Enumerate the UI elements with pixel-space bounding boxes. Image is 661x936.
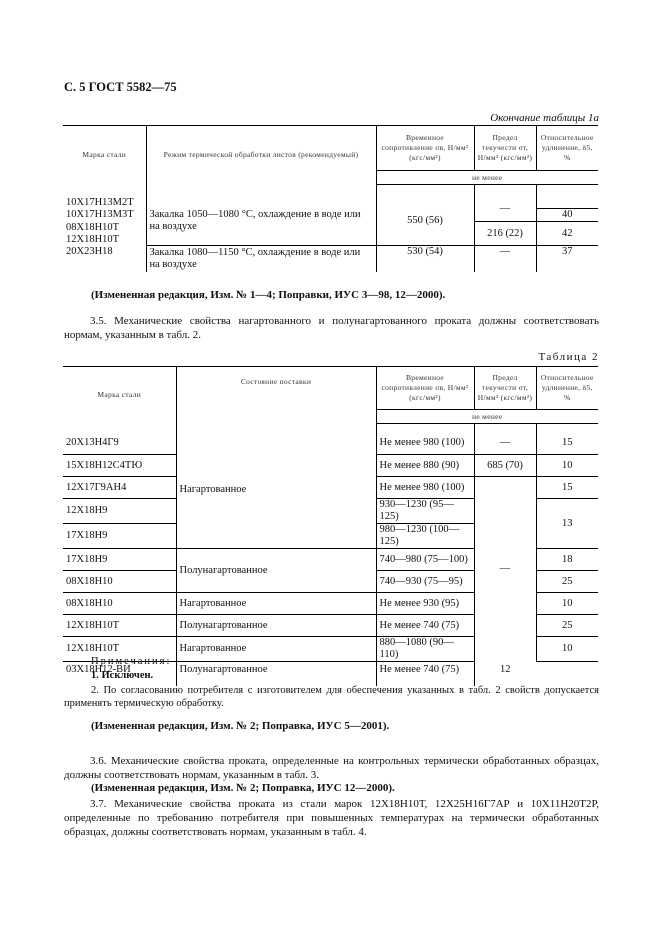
t2-head-yield: Предел текучести σт, Н/мм² (кгс/мм²) [474, 367, 536, 410]
table1-caption: Окончание таблицы 1а [490, 112, 599, 124]
note-2: 2. По согласованию потребителя с изготовителем для обеспечения указанных в табл. 2 свойств допускается применять термическую обработку. [64, 685, 599, 709]
t2-head-grade: Марка стали [63, 367, 176, 424]
t1-elong-2: 42 [536, 222, 598, 246]
t1-head-elongation: Относительное удлинение, δ5, % [536, 126, 598, 171]
t1-elong-1: 40 [536, 209, 598, 222]
t1-grade: 12Х18Н10Т [63, 234, 146, 246]
table-2 [63, 366, 598, 686]
t2-strength: Не менее 880 (90) [376, 455, 474, 477]
t2-head-elongation: Относительное удлинение, δ5, % [536, 367, 598, 410]
t1-head-mode: Режим термической обработки листов (рекомендуемый) [146, 126, 376, 185]
t2-state: Нагартованное [176, 593, 376, 615]
t1-grade: 10Х17Н13М2Т [63, 197, 146, 209]
page-header: С. 5 ГОСТ 5582—75 [64, 80, 177, 94]
t2-grade: 08Х18Н10 [63, 571, 176, 593]
notes-title: Примечания: [91, 656, 172, 667]
t1-strength-2: 530 (54) [376, 246, 474, 272]
t2-strength: Не менее 980 (100) [376, 477, 474, 499]
t1-grade: 10Х17Н13М3Т [63, 209, 146, 222]
paragraph-3-5: 3.5. Механические свойства нагартованного и полунагартованного проката должны соответствовать нормам, указанным в табл. 2. [64, 315, 599, 341]
t2-elong-4: 13 [536, 499, 598, 549]
t1-yield-2: 216 (22) [474, 222, 536, 246]
t2-strength: Не менее 740 (75) [376, 615, 474, 637]
t2-strength: Не менее 980 (100) [376, 433, 474, 455]
t1-head-strength: Временное сопротивление σв, Н/мм² (кгс/мм²) [376, 126, 474, 171]
t2-state: Полунагартованное [176, 615, 376, 637]
t2-strength: 880—1080 (90—110) [376, 637, 474, 662]
t1-head-yield: Предел текучести σт, Н/мм² (кгс/мм²) [474, 126, 536, 171]
t2-strength: 740—930 (75—95) [376, 571, 474, 593]
edition-note-3: (Измененная редакция, Изм. № 2; Поправка, ИУС 12—2000). [91, 782, 395, 794]
t2-head-strength: Временное сопротивление σв, Н/мм² (кгс/мм²) [376, 367, 474, 410]
t2-state-hard: Нагартованное [176, 433, 376, 549]
t2-yield-1: — [474, 433, 536, 455]
t2-elong: 10 [536, 637, 598, 662]
t2-grade: 08Х18Н10 [63, 593, 176, 615]
t2-grade: 12Х18Н9 [63, 499, 176, 524]
t1-grade: 08Х18Н10Т [63, 222, 146, 234]
t1-strength-1: 550 (56) [376, 197, 474, 246]
t2-head-state: Состояние поставки [176, 367, 376, 424]
t2-grade: 15Х18Н12С4ТЮ [63, 455, 176, 477]
t2-strength: 930—1230 (95—125) [376, 499, 474, 524]
t2-grade: 12Х17Г9АН4 [63, 477, 176, 499]
t2-state: Полунагартованное [176, 662, 376, 686]
t2-strength: Не менее 740 (75) [376, 662, 474, 686]
t2-elong-1: 15 [536, 433, 598, 455]
table2-caption: Таблица 2 [538, 351, 599, 363]
edition-note-1: (Измененная редакция, Изм. № 1—4; Поправки, ИУС 3—98, 12—2000). [91, 289, 446, 301]
t2-strength: Не менее 930 (95) [376, 593, 474, 615]
t1-yield-3: — [474, 246, 536, 272]
t2-yield-2: 685 (70) [474, 455, 536, 477]
t2-grade: 20Х13Н4Г9 [63, 433, 176, 455]
t1-elong-3: 37 [562, 246, 573, 257]
t2-yield-3: — [474, 477, 536, 662]
t2-elong-2: 10 [536, 455, 598, 477]
t2-strength: 980—1230 (100—125) [376, 524, 474, 549]
t2-grade: 12Х18Н10Т [63, 637, 176, 662]
t2-elong: 12 [500, 663, 511, 675]
t2-grade: 12Х18Н10Т [63, 615, 176, 637]
t2-grade: 03Х18Н12-ВИ [63, 662, 176, 686]
paragraph-3-7: 3.7. Механические свойства проката из стали марок 12Х18Н10Т, 12Х25Н16Г7АР и 10Х11Н20Т2Р, определенные по требованию потребителя при повышенных температурах на термически обработанных образцах, должны соответствовать нормам, указанным в табл. 4. [64, 798, 599, 838]
t2-strength: 740—980 (75—100) [376, 549, 474, 571]
t2-state: Нагартованное [176, 637, 376, 662]
t1-head-not-less: не менее [376, 171, 598, 185]
t1-mode-2: Закалка 1080—1150 °С, охлаждение в воде или на воздухе [146, 246, 376, 272]
t1-head-grade: Марка стали [63, 126, 146, 185]
note-1: 1. Исключен. [91, 670, 154, 681]
t2-elong: 25 [536, 615, 598, 637]
t2-grade: 17Х18Н9 [63, 524, 176, 549]
t2-elong-5: 18 [536, 549, 598, 571]
paragraph-3-6: 3.6. Механические свойства проката, определенные на контрольных термически обработанных образцах, должны соответствовать нормам, указанным в табл. 3. [64, 755, 599, 781]
t2-elong-6: 25 [536, 571, 598, 593]
table-1a [63, 125, 598, 272]
t2-elong-3: 15 [536, 477, 598, 499]
t2-head-not-less: не менее [376, 410, 598, 424]
t2-elong: 10 [536, 593, 598, 615]
t2-grade: 17Х18Н9 [63, 549, 176, 571]
edition-note-2: (Измененная редакция, Изм. № 2; Поправка, ИУС 5—2001). [91, 720, 390, 732]
t2-state-half: Полунагартованное [176, 549, 376, 593]
t1-grade: 20Х23Н18 [63, 246, 146, 272]
t1-mode-1: Закалка 1050—1080 °С, охлаждение в воде или на воздухе [146, 197, 376, 246]
t1-yield-1: — [474, 197, 536, 222]
